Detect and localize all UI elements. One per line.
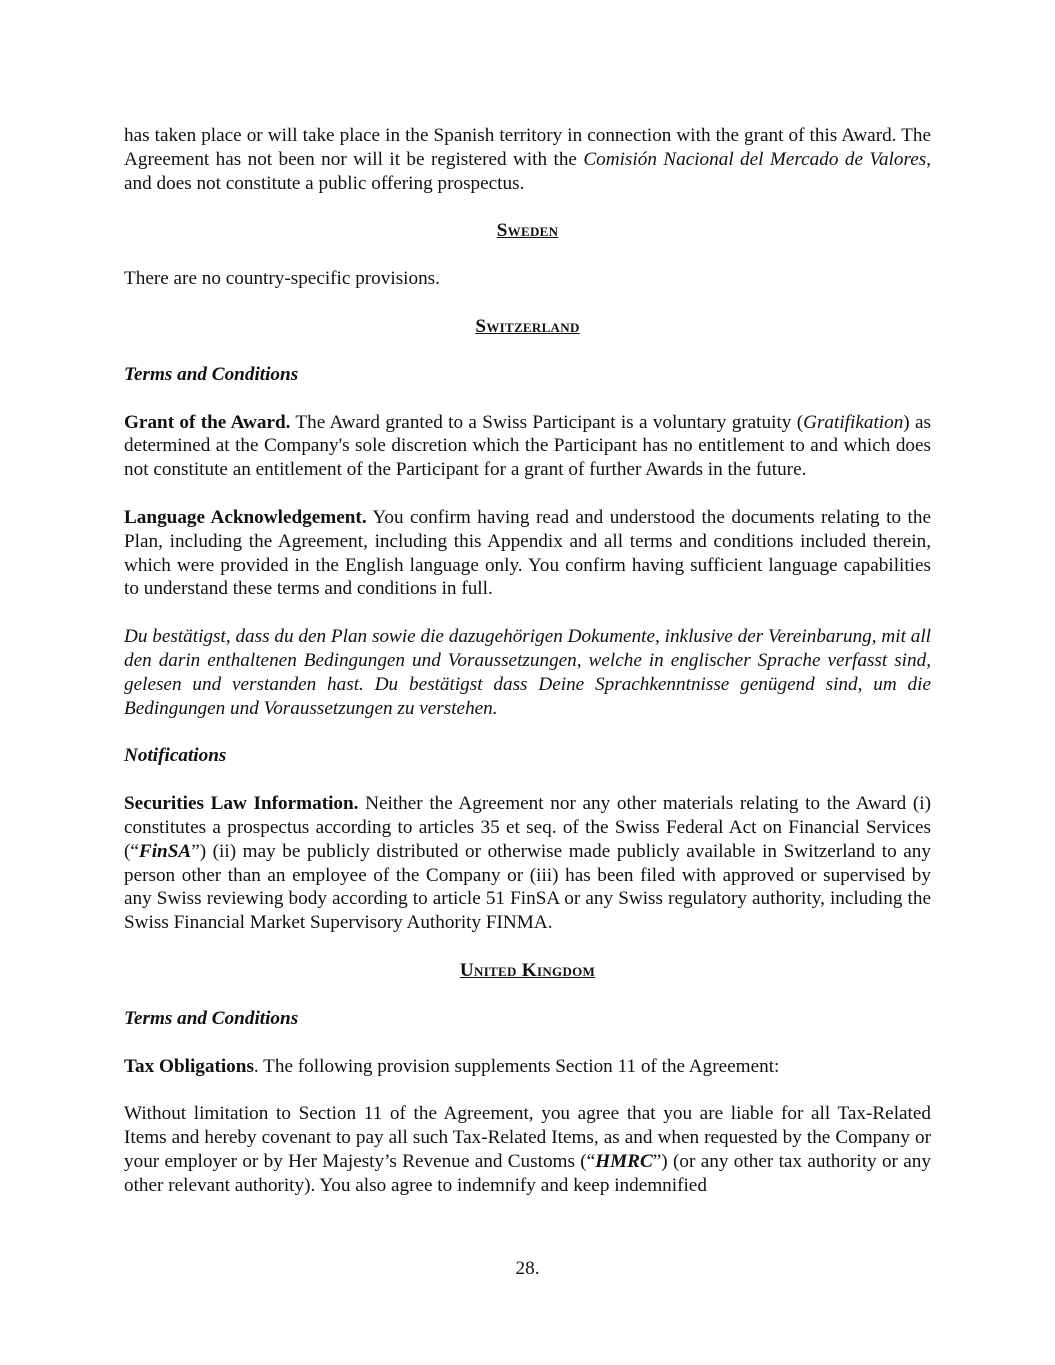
italic-term: Gratifikation bbox=[803, 411, 904, 433]
paragraph-title: Securities Law Information. bbox=[124, 793, 359, 815]
defined-term: HMRC bbox=[595, 1150, 653, 1172]
section-heading-united-kingdom: United Kingdom bbox=[459, 959, 596, 981]
limitation-paragraph bbox=[124, 1102, 931, 1197]
paragraph-text: ”) (or any other tax authority or any other relevant authority). You also agree to indemnify and keep indemnified bbox=[124, 1150, 931, 1196]
paragraph-text: ”) (ii) may be publicly distributed or otherwise made publicly available in Switzerland to any person other than an employee of the Company or (iii) has been filed with approved or supervised by any Swiss reviewing body according to article 51 FinSA or any Swiss regulatory authority, including the Swiss Financial Market Supervisory Authority FINMA. bbox=[124, 840, 931, 934]
grant-of-award-paragraph bbox=[124, 411, 931, 482]
securities-law-paragraph bbox=[124, 792, 931, 935]
paragraph-text: Neither the Agreement nor any other materials relating to the Award (i) constitutes a prospectus according to articles 35 et seq. of the Swiss Federal Act on Financial Services (“ bbox=[124, 793, 931, 862]
document-page bbox=[124, 124, 931, 1222]
spain-continued-paragraph bbox=[124, 124, 931, 195]
paragraph-text: The Award granted to a Swiss Participant is a voluntary gratuity ( bbox=[290, 411, 804, 433]
language-acknowledgement-paragraph bbox=[124, 506, 931, 601]
page-number: 28. bbox=[515, 1258, 540, 1279]
paragraph-text: Without limitation to Section 11 of the Agreement, you agree that you are liable for all Tax-Related Items and hereby covenant to pay all such Tax-Related Items, as and when requested by the Company or your employer or by Her Majesty’s Revenue and Customs (“ bbox=[124, 1103, 931, 1172]
paragraph-text: ) as determined at the Company's sole discretion which the Participant has no entitlement to and which does not constitute an entitlement of the Participant for a grant of further Awards in the future. bbox=[124, 411, 931, 481]
italic-term: Comisión Nacional del Mercado de Valores bbox=[583, 148, 927, 170]
subheading-terms-and-conditions: Terms and Conditions bbox=[124, 1007, 299, 1029]
paragraph-title: Language Acknowledgement. bbox=[124, 506, 367, 528]
section-heading-sweden: Sweden bbox=[496, 220, 559, 242]
paragraph-text: , and does not constitute a public offering prospectus. bbox=[124, 148, 931, 194]
paragraph-text: has taken place or will take place in the Spanish territory in connection with the grant of this Award. The Agreement has not been nor will it be registered with the bbox=[124, 125, 931, 170]
paragraph-title: Grant of the Award. bbox=[124, 411, 291, 433]
defined-term: FinSA bbox=[138, 840, 192, 862]
section-heading-switzerland: Switzerland bbox=[475, 315, 580, 337]
subheading-notifications: Notifications bbox=[124, 745, 227, 767]
subheading-terms-and-conditions: Terms and Conditions bbox=[124, 363, 299, 385]
paragraph-text: . The following provision supplements Section 11 of the Agreement: bbox=[253, 1055, 780, 1077]
paragraph-text: You confirm having read and understood the documents relating to the Plan, including the Agreement, including this Appendix and all terms and conditions included therein, which were provided in the English language only. You confirm having sufficient language capabilities to understand these terms and conditions in full. bbox=[124, 506, 931, 600]
tax-obligations-paragraph bbox=[124, 1055, 931, 1079]
sweden-paragraph: There are no country-specific provisions. bbox=[124, 268, 440, 290]
paragraph-title: Tax Obligations bbox=[124, 1055, 254, 1077]
german-translation-paragraph: Du bestätigst, dass du den Plan sowie die dazugehörigen Dokumente, inklusive der Vereinbarung, mit all den darin enthaltenen Bedingungen und Voraussetzungen, welche in englischer Sprache verfasst sind, gelesen und verstanden hast. Du bestätigst dass Deine Sprachkenntnisse genügend sind, um die Bedingungen und Voraussetzungen zu verstehen. bbox=[124, 626, 931, 719]
